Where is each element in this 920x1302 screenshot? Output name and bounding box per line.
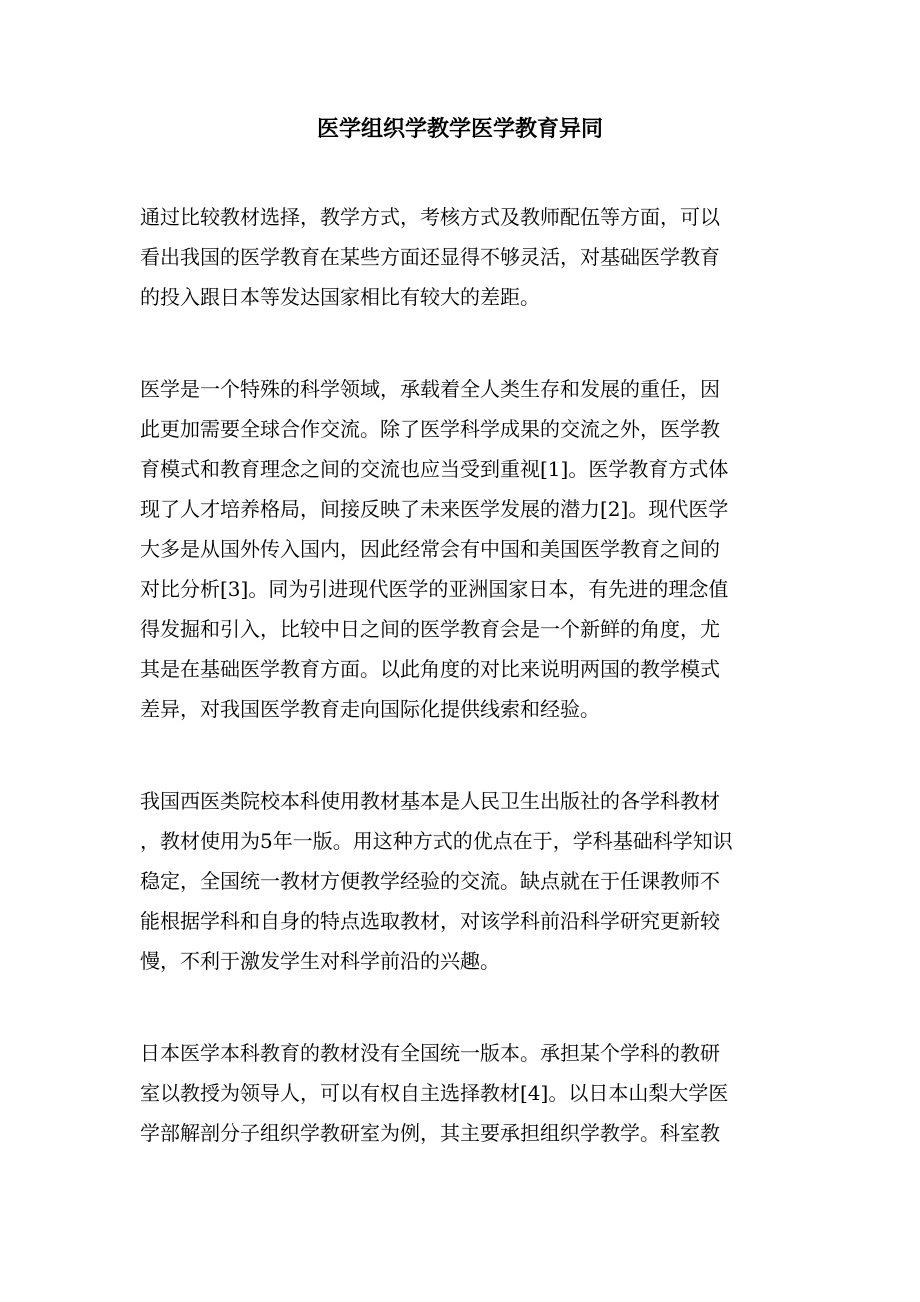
text-line: 室以教授为领导人，可以有权自主选择教材[4]。以日本山梨大学医	[140, 1081, 729, 1105]
text-line: 我国西医类院校本科使用教材基本是人民卫生出版社的各学科教材	[140, 789, 720, 813]
text-line: 学部解剖分子组织学教研室为例，其主要承担组织学教学。科室教	[140, 1121, 720, 1145]
paragraph-2	[140, 369, 780, 729]
text-line: 对比分析[3]。同为引进现代医学的亚洲国家日本，有先进的理念值	[140, 577, 729, 601]
text-line: 现了人才培养格局，间接反映了未来医学发展的潜力[2]。现代医学	[140, 497, 729, 521]
text-line: 看出我国的医学教育在某些方面还显得不够灵活，对基础医学教育	[140, 245, 720, 269]
text-line: 得发掘和引入，比较中日之间的医学教育会是一个新鲜的角度，尤	[140, 617, 720, 641]
text-line: ，教材使用为5年一版。用这种方式的优点在于，学科基础科学知识	[140, 829, 733, 853]
paragraph-4	[140, 1033, 780, 1153]
text-line: 通过比较教材选择，教学方式，考核方式及教师配伍等方面，可以	[140, 205, 720, 229]
text-line: 差异，对我国医学教育走向国际化提供线索和经验。	[140, 697, 600, 721]
text-line: 此更加需要全球合作交流。除了医学科学成果的交流之外，医学教	[140, 417, 720, 441]
text-line: 稳定，全国统一教材方便教学经验的交流。缺点就在于任课教师不	[140, 869, 720, 893]
paragraph-3	[140, 781, 780, 981]
text-line: 育模式和教育理念之间的交流也应当受到重视[1]。医学教育方式体	[140, 457, 729, 481]
text-line: 医学是一个特殊的科学领域，承载着全人类生存和发展的重任，因	[140, 377, 720, 401]
text-line: 大多是从国外传入国内，因此经常会有中国和美国医学教育之间的	[140, 537, 720, 561]
text-line: 慢，不利于激发学生对科学前沿的兴趣。	[140, 949, 500, 973]
text-line: 其是在基础医学教育方面。以此角度的对比来说明两国的教学模式	[140, 657, 720, 681]
text-line: 的投入跟日本等发达国家相比有较大的差距。	[140, 285, 540, 309]
text-line: 能根据学科和自身的特点选取教材，对该学科前沿科学研究更新较	[140, 909, 720, 933]
paragraph-1	[140, 197, 780, 317]
document-body	[140, 197, 780, 1205]
text-line: 日本医学本科教育的教材没有全国统一版本。承担某个学科的教研	[140, 1041, 720, 1065]
document-title: 医学组织学教学医学教育异同	[316, 116, 603, 142]
